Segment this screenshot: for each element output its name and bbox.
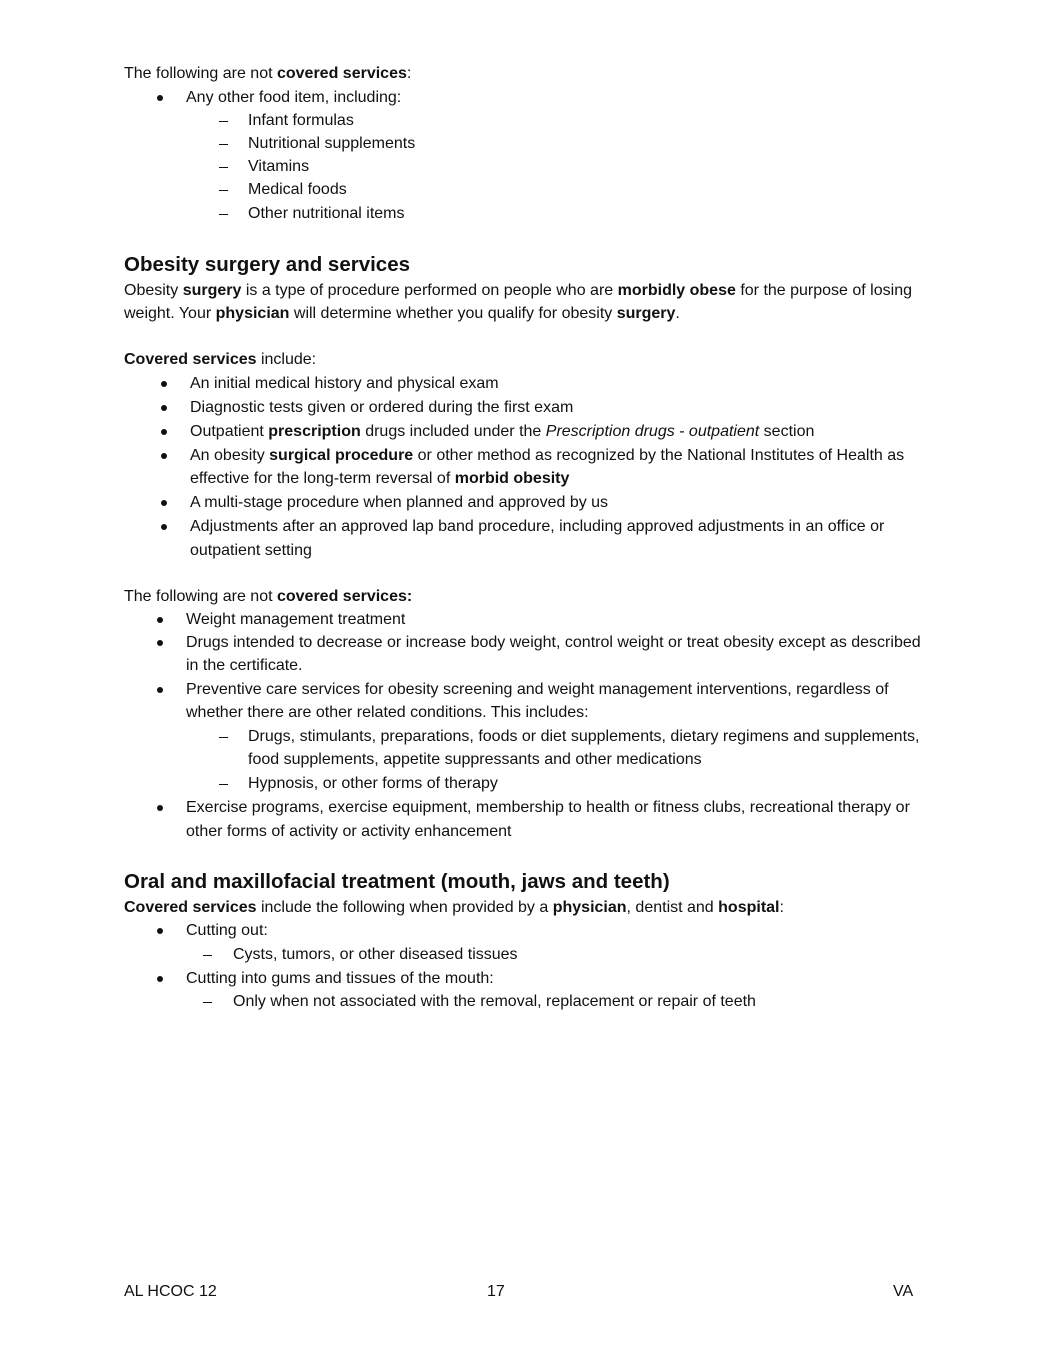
list-item-continuation: effective for the long-term reversal of morbid obesity <box>190 470 570 487</box>
obesity-not-covered-lead: The following are not covered services: <box>124 588 413 605</box>
list-item: Preventive care services for obesity screening and weight management interventions, regardless of <box>186 681 889 698</box>
list-item: Vitamins <box>248 158 310 175</box>
page-number: 17 <box>487 1283 505 1300</box>
list-item: Drugs intended to decrease or increase body weight, control weight or treat obesity except as described <box>186 634 921 651</box>
obesity-covered-lead: Covered services include: <box>124 351 317 368</box>
dash-icon <box>219 784 228 785</box>
list-item: Nutritional supplements <box>248 135 416 152</box>
bullet-icon <box>161 524 167 530</box>
list-item: Cysts, tumors, or other diseased tissues <box>233 946 518 963</box>
dash-icon <box>219 167 228 168</box>
list-item: Any other food item, including: <box>186 89 402 106</box>
bullet-icon <box>161 381 167 387</box>
list-item: Cutting into gums and tissues of the mouth: <box>186 970 494 987</box>
dash-icon <box>219 121 228 122</box>
dash-icon <box>203 1002 212 1003</box>
list-item: Outpatient prescription drugs included under the Prescription drugs - outpatient section <box>190 423 815 440</box>
list-item: Cutting out: <box>186 922 268 939</box>
dash-icon <box>219 214 228 215</box>
section-heading-oral: Oral and maxillofacial treatment (mouth, jaws and teeth) <box>124 870 670 893</box>
list-item: Weight management treatment <box>186 611 406 628</box>
bullet-icon <box>157 640 163 646</box>
list-item-continuation: other forms of activity or activity enhancement <box>186 823 512 840</box>
list-item-continuation: food supplements, appetite suppressants and other medications <box>248 751 702 768</box>
oral-intro: Covered services include the following when provided by a physician, dentist and hospital: <box>124 899 784 916</box>
bullet-icon <box>161 405 167 411</box>
dash-icon <box>219 737 228 738</box>
footer-right: VA <box>893 1283 914 1300</box>
bullet-icon <box>161 429 167 435</box>
list-item: Only when not associated with the removal, replacement or repair of teeth <box>233 993 756 1010</box>
list-item: A multi-stage procedure when planned and approved by us <box>190 494 609 511</box>
list-item: Medical foods <box>248 181 347 198</box>
list-item: Other nutritional items <box>248 205 405 222</box>
list-item: An initial medical history and physical exam <box>190 375 499 392</box>
bullet-icon <box>157 687 163 693</box>
list-item-continuation: outpatient setting <box>190 542 312 559</box>
bullet-icon <box>157 928 163 934</box>
list-item-continuation: whether there are other related conditions. This includes: <box>186 704 589 721</box>
bullet-icon <box>161 453 167 459</box>
food-not-covered-lead: The following are not covered services: <box>124 65 412 82</box>
list-item: Hypnosis, or other forms of therapy <box>248 775 498 792</box>
dash-icon <box>203 955 212 956</box>
bullet-icon <box>157 805 163 811</box>
footer-left: AL HCOC 12 <box>124 1283 217 1300</box>
list-item-continuation: in the certificate. <box>186 657 303 674</box>
bullet-icon <box>157 95 163 101</box>
dash-icon <box>219 144 228 145</box>
section-heading-obesity: Obesity surgery and services <box>124 253 411 276</box>
list-item: Drugs, stimulants, preparations, foods or diet supplements, dietary regimens and supplements, <box>248 728 920 745</box>
bullet-icon <box>157 617 163 623</box>
list-item: Infant formulas <box>248 112 354 129</box>
obesity-intro-line1: Obesity surgery is a type of procedure performed on people who are morbidly obese for the purpose of losing <box>124 282 912 299</box>
bullet-icon <box>161 500 167 506</box>
bullet-icon <box>157 976 163 982</box>
dash-icon <box>219 190 228 191</box>
list-item: Exercise programs, exercise equipment, membership to health or fitness clubs, recreational therapy or <box>186 799 910 816</box>
obesity-intro-line2: weight. Your physician will determine whether you qualify for obesity surgery. <box>124 305 680 322</box>
list-item: Adjustments after an approved lap band procedure, including approved adjustments in an office or <box>190 518 885 535</box>
list-item: Diagnostic tests given or ordered during the first exam <box>190 399 574 416</box>
list-item: An obesity surgical procedure or other method as recognized by the National Institutes of Health as <box>190 447 905 464</box>
